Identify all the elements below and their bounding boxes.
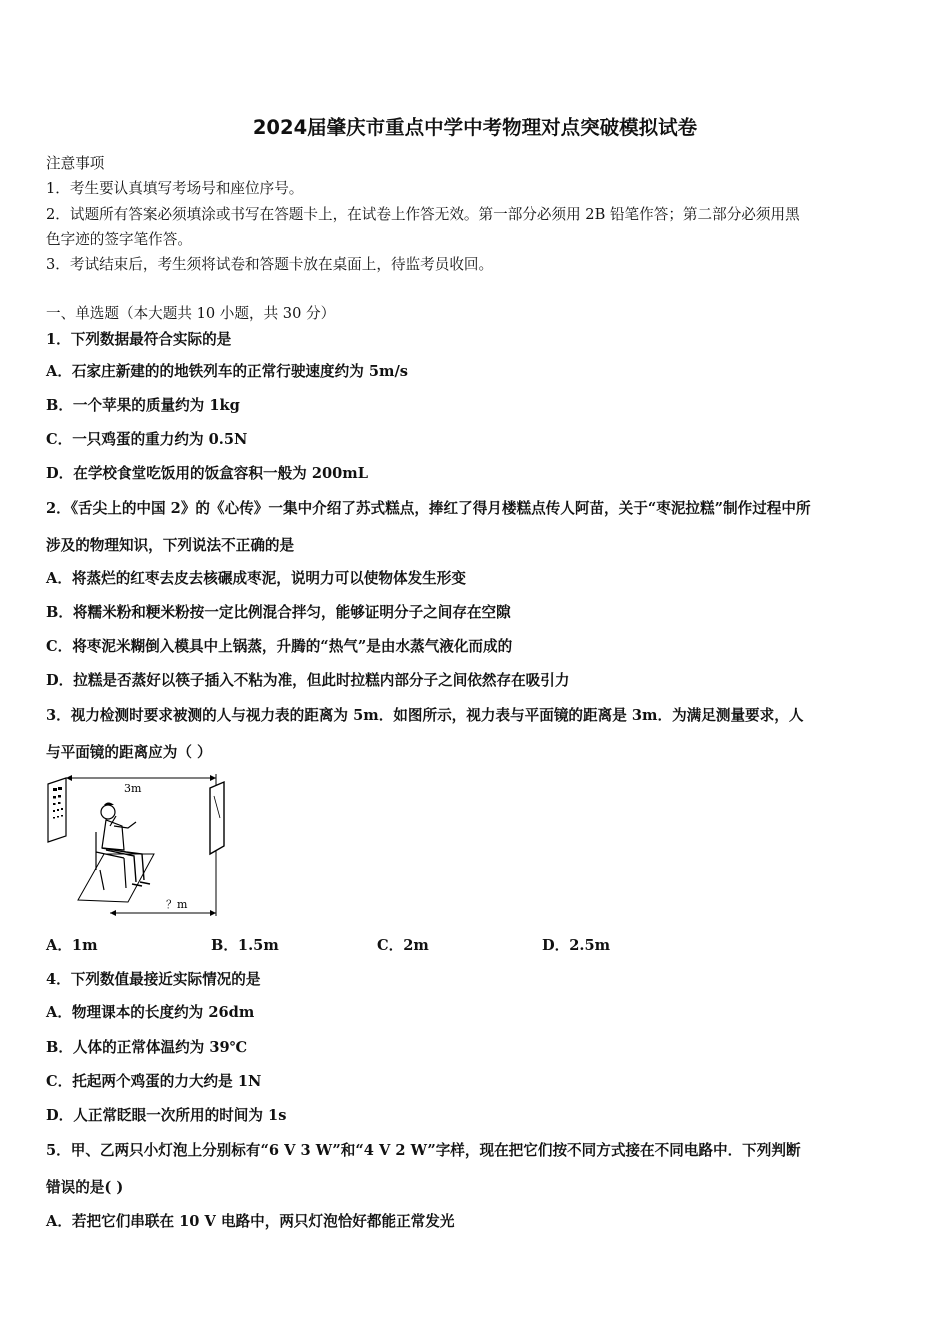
question-2-stem: 2．《舌尖上的中国 2》的《心传》一集中介绍了苏式糕点，捧红了得月楼糕点传人阿苗，关于“枣泥拉糕”制作过程中所: [46, 500, 811, 517]
notice-item: 3．考试结束后，考生须将试卷和答题卡放在桌面上，待监考员收回。: [46, 256, 494, 273]
question-2-option-d: D．拉糕是否蒸好以筷子插入不粘为准，但此时拉糕内部分子之间依然存在吸引力: [46, 672, 570, 689]
question-4-option-c: C．托起两个鸡蛋的力大约是 1N: [46, 1073, 262, 1090]
eye-chart-icon: [48, 778, 66, 842]
question-1-stem: 1．下列数据最符合实际的是: [46, 331, 232, 348]
eye-test-figure: [44, 770, 234, 920]
question-4-option-b: B．人体的正常体温约为 39℃: [46, 1039, 248, 1056]
question-1-option-a: A．石家庄新建的的地铁列车的正常行驶速度约为 5m/s: [46, 363, 409, 380]
question-5-option-a: A．若把它们串联在 10 V 电路中，两只灯泡恰好都能正常发光: [46, 1213, 455, 1230]
question-2-stem: 涉及的物理知识，下列说法不正确的是: [46, 537, 295, 554]
question-5-stem: 错误的是( ): [46, 1179, 124, 1196]
question-5-stem: 5．甲、乙两只小灯泡上分别标有“6 V 3 W”和“4 V 2 W”字样，现在把它们按不同方式接在不同电路中．下列判断: [46, 1142, 801, 1159]
section-heading: 一、单选题（本大题共 10 小题，共 30 分）: [46, 305, 336, 322]
question-1-option-b: B．一个苹果的质量约为 1kg: [46, 397, 240, 414]
question-3-option-c: C．2m: [377, 937, 429, 954]
question-3-option-d: D．2.5m: [542, 937, 611, 954]
notice-item: 2．试题所有答案必须填涂或书写在答题卡上，在试卷上作答无效。第一部分必须用 2B 铅笔作答；第二部分必须用黑: [46, 206, 800, 223]
question-4-stem: 4．下列数值最接近实际情况的是: [46, 971, 261, 988]
question-1-option-d: D．在学校食堂吃饭用的饭盒容积一般为 200mL: [46, 465, 368, 482]
question-2-option-a: A．将蒸烂的红枣去皮去核碾成枣泥，说明力可以使物体发生形变: [46, 570, 466, 587]
question-3-option-a: A．1m: [46, 937, 98, 954]
question-2-option-c: C．将枣泥米糊倒入模具中上锅蒸，升腾的“热气”是由水蒸气液化而成的: [46, 638, 513, 655]
seated-person-icon: [78, 803, 154, 903]
question-4-option-d: D．人正常眨眼一次所用的时间为 1s: [46, 1107, 287, 1124]
distance-label-top: 3m: [124, 782, 142, 795]
notice-heading: 注意事项: [46, 155, 105, 172]
mirror-icon: [210, 774, 224, 916]
question-3-stem: 与平面镜的距离应为（ ）: [46, 744, 212, 761]
notice-item: 1．考生要认真填写考场号和座位序号。: [46, 180, 304, 197]
question-2-option-b: B．将糯米粉和粳米粉按一定比例混合拌匀，能够证明分子之间存在空隙: [46, 604, 511, 621]
page-title: 2024届肇庆市重点中学中考物理对点突破模拟试卷: [252, 116, 698, 139]
question-1-option-c: C．一只鸡蛋的重力约为 0.5N: [46, 431, 248, 448]
notice-item: 色字迹的签字笔作答。: [46, 231, 192, 248]
distance-label-bottom: ？m: [166, 898, 188, 911]
question-3-stem: 3．视力检测时要求被测的人与视力表的距离为 5m．如图所示，视力表与平面镜的距离是 3m．为满足测量要求，人: [46, 707, 804, 724]
question-4-option-a: A．物理课本的长度约为 26dm: [46, 1004, 255, 1021]
question-3-option-b: B．1.5m: [211, 937, 279, 954]
